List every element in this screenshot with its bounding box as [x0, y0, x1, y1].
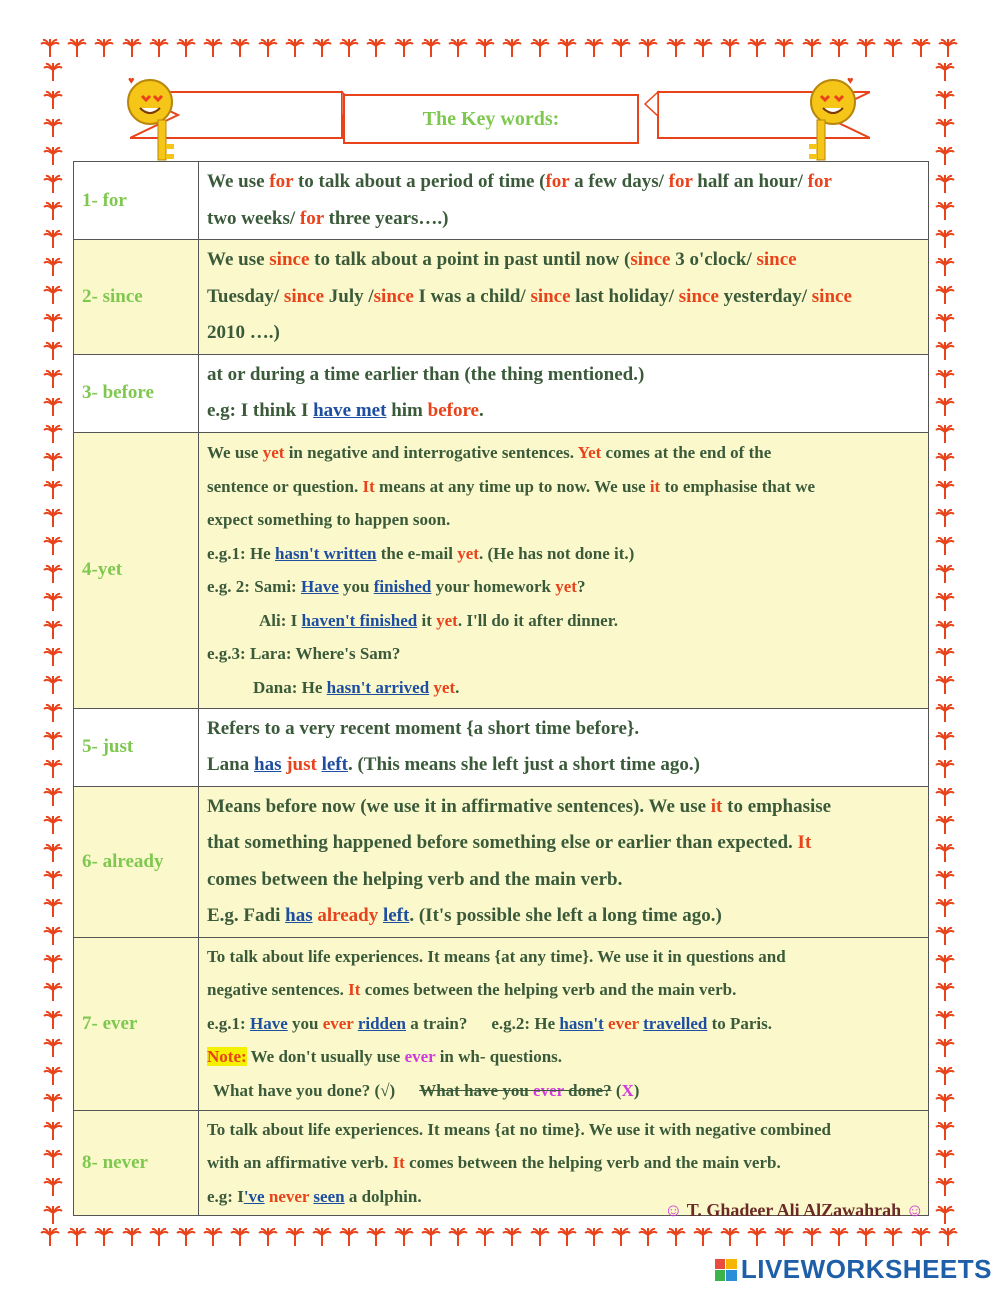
- palm-tree-icon: [40, 1066, 66, 1090]
- palm-tree-icon: [883, 1227, 903, 1253]
- palm-tree-icon: [366, 1227, 386, 1253]
- palm-tree-icon: [557, 38, 577, 64]
- smiling-key-icon: [120, 72, 190, 167]
- text-line: with an affirmative verb. It comes between the helping verb and the main verb.: [207, 1153, 781, 1172]
- palm-tree-icon: [932, 926, 958, 950]
- liveworksheets-watermark: [715, 1254, 992, 1285]
- text-line: We use for to talk about a period of time (for a few days/ for half an hour/ for: [207, 171, 832, 192]
- palm-tree-icon: [666, 38, 686, 64]
- definition-cell: [199, 162, 929, 240]
- palm-tree-icon: [312, 1227, 332, 1253]
- palm-tree-icon: [40, 90, 66, 114]
- palm-tree-icon: [938, 1227, 958, 1253]
- palm-tree-icon: [747, 1227, 767, 1253]
- palm-tree-icon: [856, 38, 876, 64]
- palm-tree-icon: [122, 1227, 142, 1253]
- palm-tree-icon: [829, 1227, 849, 1253]
- palm-tree-icon: [856, 1227, 876, 1253]
- palm-tree-icon: [802, 1227, 822, 1253]
- palm-tree-icon: [932, 1177, 958, 1201]
- palm-tree-icon: [394, 38, 414, 64]
- palm-tree-icon: [258, 38, 278, 64]
- text-line: E.g. Fadi has already left. (It's possible she left a long time ago.): [207, 905, 722, 926]
- palm-tree-icon: [40, 982, 66, 1006]
- palm-tree-icon: [40, 1177, 66, 1201]
- palm-tree-icon: [203, 1227, 223, 1253]
- palm-tree-icon: [448, 1227, 468, 1253]
- palm-tree-icon: [932, 90, 958, 114]
- svg-text:♥: ♥: [847, 75, 854, 87]
- palm-tree-icon: [932, 146, 958, 170]
- palm-tree-icon: [40, 564, 66, 588]
- table-row: [74, 786, 929, 937]
- table-row: [74, 432, 929, 708]
- text-line: To talk about life experiences. It means {at any time}. We use it in questions and: [207, 946, 786, 966]
- palm-tree-icon: [176, 38, 196, 64]
- palm-tree-icon: [932, 731, 958, 755]
- term-cell: 6- already: [74, 786, 199, 937]
- palm-tree-icon: [285, 38, 305, 64]
- palm-tree-icon: [176, 1227, 196, 1253]
- palm-tree-icon: [720, 1227, 740, 1253]
- palm-tree-icon: [40, 675, 66, 699]
- palm-tree-row-top: [40, 38, 958, 64]
- palm-tree-icon: [932, 647, 958, 671]
- palm-tree-icon: [911, 38, 931, 64]
- palm-tree-icon: [230, 38, 250, 64]
- palm-tree-icon: [932, 564, 958, 588]
- palm-tree-icon: [611, 1227, 631, 1253]
- palm-tree-icon: [475, 38, 495, 64]
- smiling-key-icon-right: [795, 72, 865, 167]
- palm-tree-icon: [40, 480, 66, 504]
- palm-tree-icon: [285, 1227, 305, 1253]
- palm-tree-row-bottom: [40, 1227, 958, 1253]
- palm-tree-icon: [40, 870, 66, 894]
- palm-tree-icon: [421, 1227, 441, 1253]
- palm-tree-icon: [720, 38, 740, 64]
- palm-tree-icon: [203, 38, 223, 64]
- term-cell: 2- since: [74, 240, 199, 355]
- text-line: Tuesday/ since July /since I was a child/ since last holiday/ since yesterday/ since: [207, 285, 852, 307]
- palm-tree-icon: [938, 38, 958, 64]
- key-words-table: [73, 161, 929, 1216]
- palm-tree-icon: [584, 38, 604, 64]
- palm-tree-icon: [932, 341, 958, 365]
- palm-tree-icon: [40, 647, 66, 671]
- palm-tree-icon: [638, 1227, 658, 1253]
- palm-tree-icon: [40, 536, 66, 560]
- palm-tree-icon: [67, 38, 87, 64]
- palm-tree-icon: [530, 1227, 550, 1253]
- palm-tree-icon: [932, 424, 958, 448]
- text-line: What have you done? (√) What have you ever done? (X): [213, 1080, 640, 1100]
- palm-tree-icon: [932, 703, 958, 727]
- palm-tree-icon: [883, 38, 903, 64]
- text-line: Ali: I haven't finished it yet. I'll do it after dinner.: [259, 610, 618, 630]
- palm-tree-icon: [40, 731, 66, 755]
- palm-tree-icon: [932, 1205, 958, 1229]
- palm-tree-icon: [932, 1121, 958, 1145]
- palm-tree-icon: [932, 201, 958, 225]
- palm-tree-icon: [932, 898, 958, 922]
- palm-tree-icon: [932, 397, 958, 421]
- palm-tree-icon: [40, 201, 66, 225]
- table-row: [74, 162, 929, 240]
- palm-tree-icon: [911, 1227, 931, 1253]
- cross-mark: X: [621, 1080, 634, 1100]
- term-cell: 4-yet: [74, 432, 199, 708]
- palm-tree-icon: [802, 38, 822, 64]
- palm-tree-icon: [258, 1227, 278, 1253]
- palm-tree-icon: [339, 38, 359, 64]
- palm-tree-icon: [40, 1149, 66, 1173]
- palm-tree-icon: [932, 675, 958, 699]
- palm-tree-icon: [40, 174, 66, 198]
- palm-tree-icon: [94, 38, 114, 64]
- palm-tree-icon: [40, 592, 66, 616]
- text-line: at or during a time earlier than (the thing mentioned.): [207, 363, 645, 385]
- palm-tree-icon: [932, 1010, 958, 1034]
- palm-tree-icon: [932, 313, 958, 337]
- palm-tree-icon: [932, 257, 958, 281]
- text-line: Refers to a very recent moment {a short time before}.: [207, 717, 640, 739]
- palm-tree-icon: [932, 954, 958, 978]
- definition-cell: [199, 708, 929, 786]
- palm-tree-icon: [932, 536, 958, 560]
- text-line: e.g: I've never seen a dolphin.: [207, 1186, 422, 1206]
- liveworksheets-logo-icon: [715, 1259, 737, 1281]
- palm-tree-icon: [40, 703, 66, 727]
- palm-tree-icon: [932, 285, 958, 309]
- text-line: Note: We don't usually use ever in wh- questions.: [207, 1047, 563, 1067]
- palm-tree-icon: [774, 38, 794, 64]
- palm-tree-column-right: [932, 62, 958, 1229]
- palm-tree-icon: [40, 1227, 60, 1253]
- table-row: [74, 708, 929, 786]
- text-line: comes between the helping verb and the main verb.: [207, 868, 623, 890]
- palm-tree-icon: [94, 1227, 114, 1253]
- palm-tree-icon: [932, 118, 958, 142]
- palm-tree-icon: [932, 870, 958, 894]
- text-line: sentence or question. It means at any time up to now. We use it to emphasise that we: [207, 476, 816, 496]
- smiley-icon: ☺: [664, 1200, 683, 1220]
- palm-tree-icon: [366, 38, 386, 64]
- term-cell: 3- before: [74, 354, 199, 432]
- palm-tree-icon: [40, 118, 66, 142]
- palm-tree-icon: [40, 787, 66, 811]
- author-name: T. Ghadeer Ali AlZawahrah: [686, 1200, 902, 1220]
- definition-cell: [199, 354, 929, 432]
- palm-tree-icon: [40, 815, 66, 839]
- palm-tree-icon: [40, 1121, 66, 1145]
- struck-example: What have you ever done?: [419, 1080, 612, 1100]
- smiley-icon: ☺: [905, 1200, 924, 1220]
- palm-tree-icon: [421, 38, 441, 64]
- definition-cell: [199, 432, 929, 708]
- text-line: e.g.3: Lara: Where's Sam?: [207, 644, 401, 663]
- table-row: [74, 240, 929, 355]
- palm-tree-icon: [40, 257, 66, 281]
- palm-tree-icon: [40, 1038, 66, 1062]
- text-line: 2010 ….): [207, 322, 280, 343]
- term-cell: 1- for: [74, 162, 199, 240]
- text-line: e.g: I think I have met him before.: [207, 400, 484, 421]
- palm-tree-icon: [693, 38, 713, 64]
- palm-tree-icon: [932, 62, 958, 86]
- note-label: Note:: [207, 1047, 247, 1067]
- palm-tree-icon: [932, 1149, 958, 1173]
- check-mark: √: [380, 1080, 390, 1100]
- palm-tree-icon: [122, 38, 142, 64]
- palm-tree-icon: [149, 38, 169, 64]
- palm-tree-icon: [40, 926, 66, 950]
- palm-tree-icon: [932, 1066, 958, 1090]
- palm-tree-icon: [40, 954, 66, 978]
- text-line: expect something to happen soon.: [207, 510, 451, 529]
- brand-name: LIVEWORKSHEETS: [740, 1254, 992, 1284]
- palm-tree-icon: [932, 982, 958, 1006]
- palm-tree-icon: [530, 38, 550, 64]
- palm-tree-icon: [638, 38, 658, 64]
- text-line: e.g.1: He hasn't written the e-mail yet. (He has not done it.): [207, 543, 635, 563]
- palm-tree-icon: [40, 1205, 66, 1229]
- palm-tree-icon: [932, 369, 958, 393]
- palm-tree-icon: [932, 620, 958, 644]
- term-cell: 8- never: [74, 1110, 199, 1216]
- palm-tree-icon: [932, 480, 958, 504]
- palm-tree-icon: [774, 1227, 794, 1253]
- palm-tree-icon: [502, 1227, 522, 1253]
- text-line: two weeks/ for three years….): [207, 207, 449, 229]
- palm-tree-icon: [932, 229, 958, 253]
- palm-tree-icon: [40, 620, 66, 644]
- text-line: e.g.1: Have you ever ridden a train? e.g.2: He hasn't ever travelled to Paris.: [207, 1013, 773, 1033]
- palm-tree-icon: [40, 452, 66, 476]
- palm-tree-icon: [502, 38, 522, 64]
- palm-tree-icon: [40, 38, 60, 64]
- palm-tree-icon: [149, 1227, 169, 1253]
- text-line: To talk about life experiences. It means {at no time}. We use it with negative combined: [207, 1119, 831, 1139]
- palm-tree-icon: [40, 146, 66, 170]
- palm-tree-icon: [40, 508, 66, 532]
- palm-tree-icon: [693, 1227, 713, 1253]
- palm-tree-icon: [40, 341, 66, 365]
- palm-tree-icon: [932, 815, 958, 839]
- palm-tree-icon: [932, 843, 958, 867]
- palm-tree-icon: [932, 759, 958, 783]
- palm-tree-icon: [40, 843, 66, 867]
- palm-tree-icon: [584, 1227, 604, 1253]
- palm-tree-icon: [932, 1093, 958, 1117]
- author-signature: [664, 1200, 924, 1221]
- palm-tree-icon: [40, 397, 66, 421]
- palm-tree-icon: [40, 1010, 66, 1034]
- palm-tree-icon: [40, 369, 66, 393]
- palm-tree-icon: [666, 1227, 686, 1253]
- text-line: that something happened before something else or earlier than expected. It: [207, 832, 812, 853]
- palm-tree-icon: [448, 38, 468, 64]
- palm-tree-icon: [40, 229, 66, 253]
- svg-text:♥: ♥: [128, 75, 135, 87]
- definition-cell: [199, 240, 929, 355]
- palm-tree-icon: [932, 174, 958, 198]
- page-title: The Key words:: [343, 94, 639, 144]
- text-line: e.g. 2: Sami: Have you finished your homework yet?: [207, 577, 586, 596]
- palm-tree-icon: [611, 38, 631, 64]
- text-line: Means before now (we use it in affirmative sentences). We use it to emphasise: [207, 795, 832, 817]
- text-line: We use yet in negative and interrogative sentences. Yet comes at the end of the: [207, 443, 772, 462]
- palm-tree-icon: [932, 592, 958, 616]
- palm-tree-icon: [475, 1227, 495, 1253]
- palm-tree-icon: [394, 1227, 414, 1253]
- definition-cell: [199, 937, 929, 1110]
- palm-tree-icon: [40, 1093, 66, 1117]
- palm-tree-icon: [932, 452, 958, 476]
- definition-cell: [199, 786, 929, 937]
- text-line: negative sentences. It comes between the helping verb and the main verb.: [207, 980, 737, 1000]
- palm-tree-icon: [932, 508, 958, 532]
- palm-tree-icon: [40, 759, 66, 783]
- text-line: Dana: He hasn't arrived yet.: [253, 677, 460, 697]
- palm-tree-icon: [932, 787, 958, 811]
- text-line: Lana has just left. (This means she left just a short time ago.): [207, 754, 700, 775]
- palm-tree-icon: [932, 1038, 958, 1062]
- palm-tree-icon: [40, 62, 66, 86]
- palm-tree-icon: [230, 1227, 250, 1253]
- palm-tree-icon: [40, 424, 66, 448]
- palm-tree-icon: [40, 313, 66, 337]
- text-line: We use since to talk about a point in past until now (since 3 o'clock/ since: [207, 249, 797, 270]
- term-cell: 7- ever: [74, 937, 199, 1110]
- palm-tree-icon: [40, 285, 66, 309]
- palm-tree-icon: [829, 38, 849, 64]
- term-cell: 5- just: [74, 708, 199, 786]
- table-row: [74, 354, 929, 432]
- palm-tree-icon: [40, 898, 66, 922]
- palm-tree-icon: [747, 38, 767, 64]
- palm-tree-icon: [312, 38, 332, 64]
- palm-tree-icon: [67, 1227, 87, 1253]
- palm-tree-icon: [339, 1227, 359, 1253]
- table-row: [74, 937, 929, 1110]
- palm-tree-icon: [557, 1227, 577, 1253]
- palm-tree-column-left: [40, 62, 66, 1229]
